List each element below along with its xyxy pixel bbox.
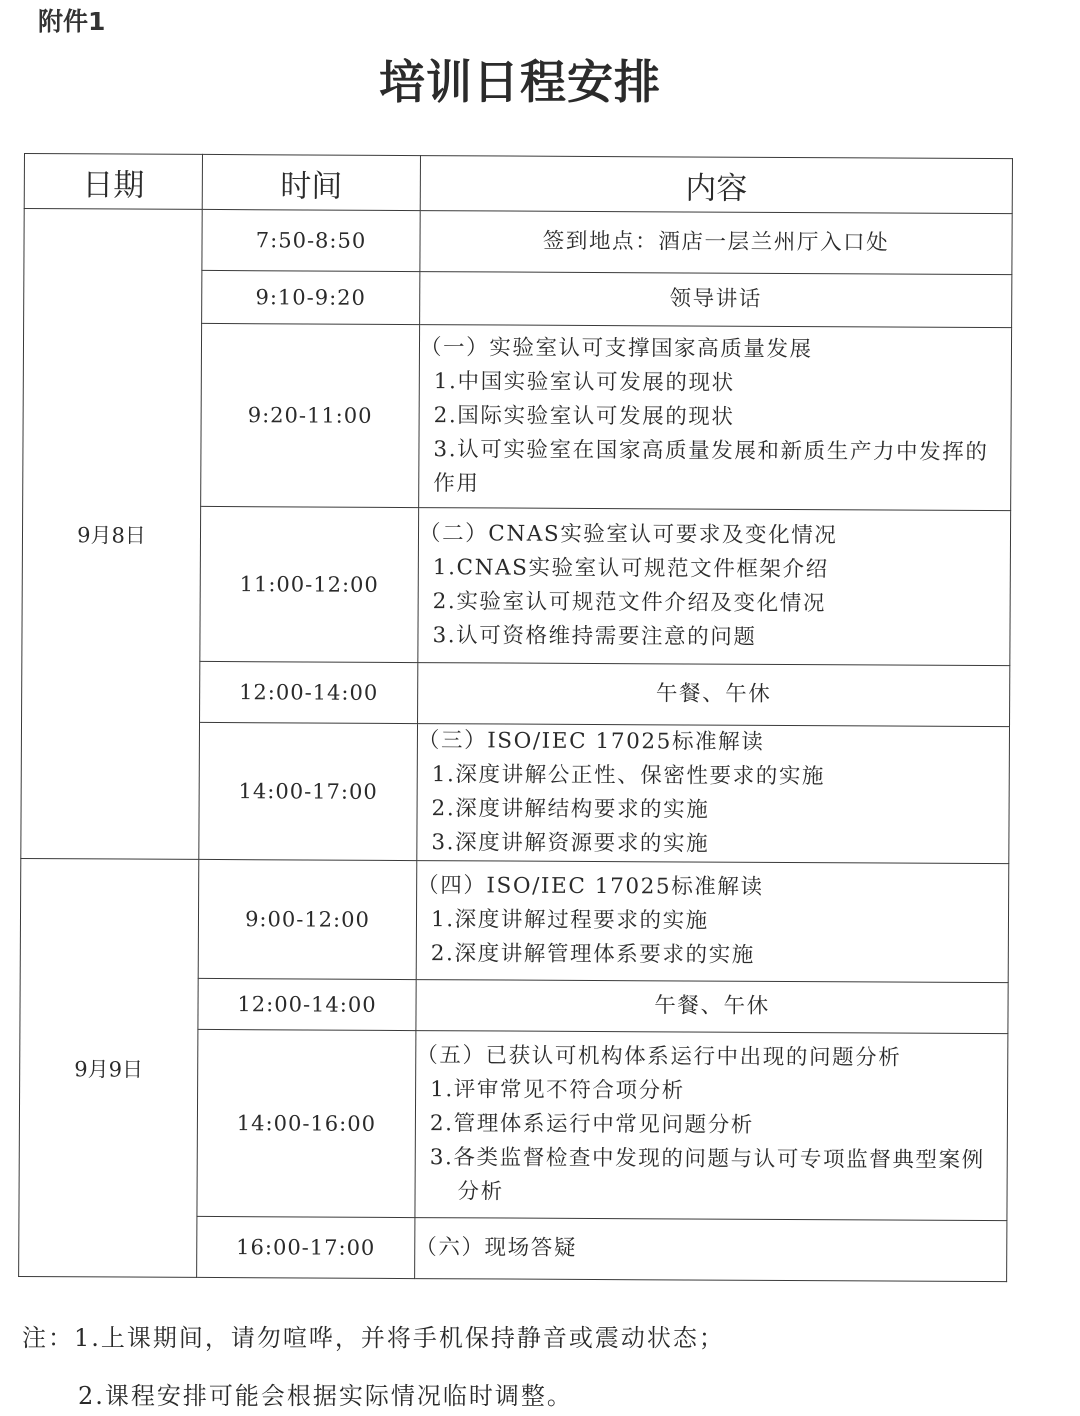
table-header-row [24,154,1012,214]
session-item: 2.实验室认可规范文件介绍及变化情况 [432,589,827,617]
session-item: 3.深度讲解资源要求的实施 [431,830,710,857]
notes [22,1318,725,1411]
session-item: 1.CNAS实验室认可规范文件框架介绍 [432,555,829,583]
content-cell [416,861,1009,983]
schedule-table [18,153,1013,1282]
content-cell: 午餐、午休 [416,980,1008,1034]
session-item: 3.认可实验室在国家高质量发展和新质生产力中发挥的作用 [433,437,989,497]
time-cell: 9:00-12:00 [198,859,417,979]
session-item: 2.国际实验室认可发展的现状 [433,403,735,430]
note-line: 注：1.上课期间，请勿喧哗，并将手机保持静音或震动状态； [22,1324,725,1352]
content-cell: （六）现场答疑 [415,1218,1007,1282]
session-item: 1.评审常见不符合项分析 [430,1077,685,1104]
session-item: 2.深度讲解结构要求的实施 [431,796,710,823]
content-cell [418,508,1011,666]
time-cell: 7:50-8:50 [202,209,420,271]
session-item: 1.深度讲解过程要求的实施 [430,907,709,934]
content-cell: 签到地点：酒店一层兰州厅入口处 [420,211,1012,275]
session-heading: （一）实验室认可支撑国家高质量发展 [419,335,813,363]
time-cell: 16:00-17:00 [197,1216,415,1278]
note-line: 2.课程安排可能会根据实际情况临时调整。 [78,1382,573,1410]
time-cell: 14:00-16:00 [197,1029,416,1217]
date-cell: 9月8日 [21,209,202,860]
session-heading: （五）已获认可机构体系运行中出现的问题分析 [416,1043,902,1071]
session-heading: （三）ISO/IEC 17025标准解读 [417,728,765,755]
time-cell: 9:10-9:20 [202,270,420,324]
header-content: 内容 [420,156,1012,214]
session-item: 1.中国实验室认可发展的现状 [433,369,735,396]
content-cell [417,724,1010,864]
session-item: 2.管理体系运行中常见问题分析 [429,1111,754,1138]
time-cell: 12:00-14:00 [200,661,418,723]
document-title: 培训日程安排 [379,55,661,109]
time-cell: 14:00-17:00 [199,722,418,860]
session-item: 3.认可资格维持需要注意的问题 [432,623,757,650]
header-date: 日期 [24,154,202,210]
session-heading: （四）ISO/IEC 17025标准解读 [417,873,764,900]
date-cell: 9月9日 [19,858,199,1277]
session-item: 2.深度讲解管理体系要求的实施 [430,941,755,968]
session-item: 3.各类监督检查中发现的问题与认可专项监督典型案例分析 [429,1145,985,1205]
content-cell: 午餐、午休 [418,663,1010,727]
time-cell: 12:00-14:00 [198,978,416,1030]
content-cell [415,1031,1008,1221]
table-row [20,858,1009,982]
attachment-label: 附件1 [38,7,106,36]
content-cell [419,325,1012,511]
time-cell: 9:20-11:00 [201,323,420,507]
content-cell: 领导讲话 [420,272,1012,328]
table-row [24,209,1012,275]
session-item: 1.深度讲解公正性、保密性要求的实施 [431,762,826,790]
session-heading: （二）CNAS实验室认可要求及变化情况 [418,521,838,549]
time-cell: 11:00-12:00 [200,506,419,662]
header-time: 时间 [202,154,420,210]
